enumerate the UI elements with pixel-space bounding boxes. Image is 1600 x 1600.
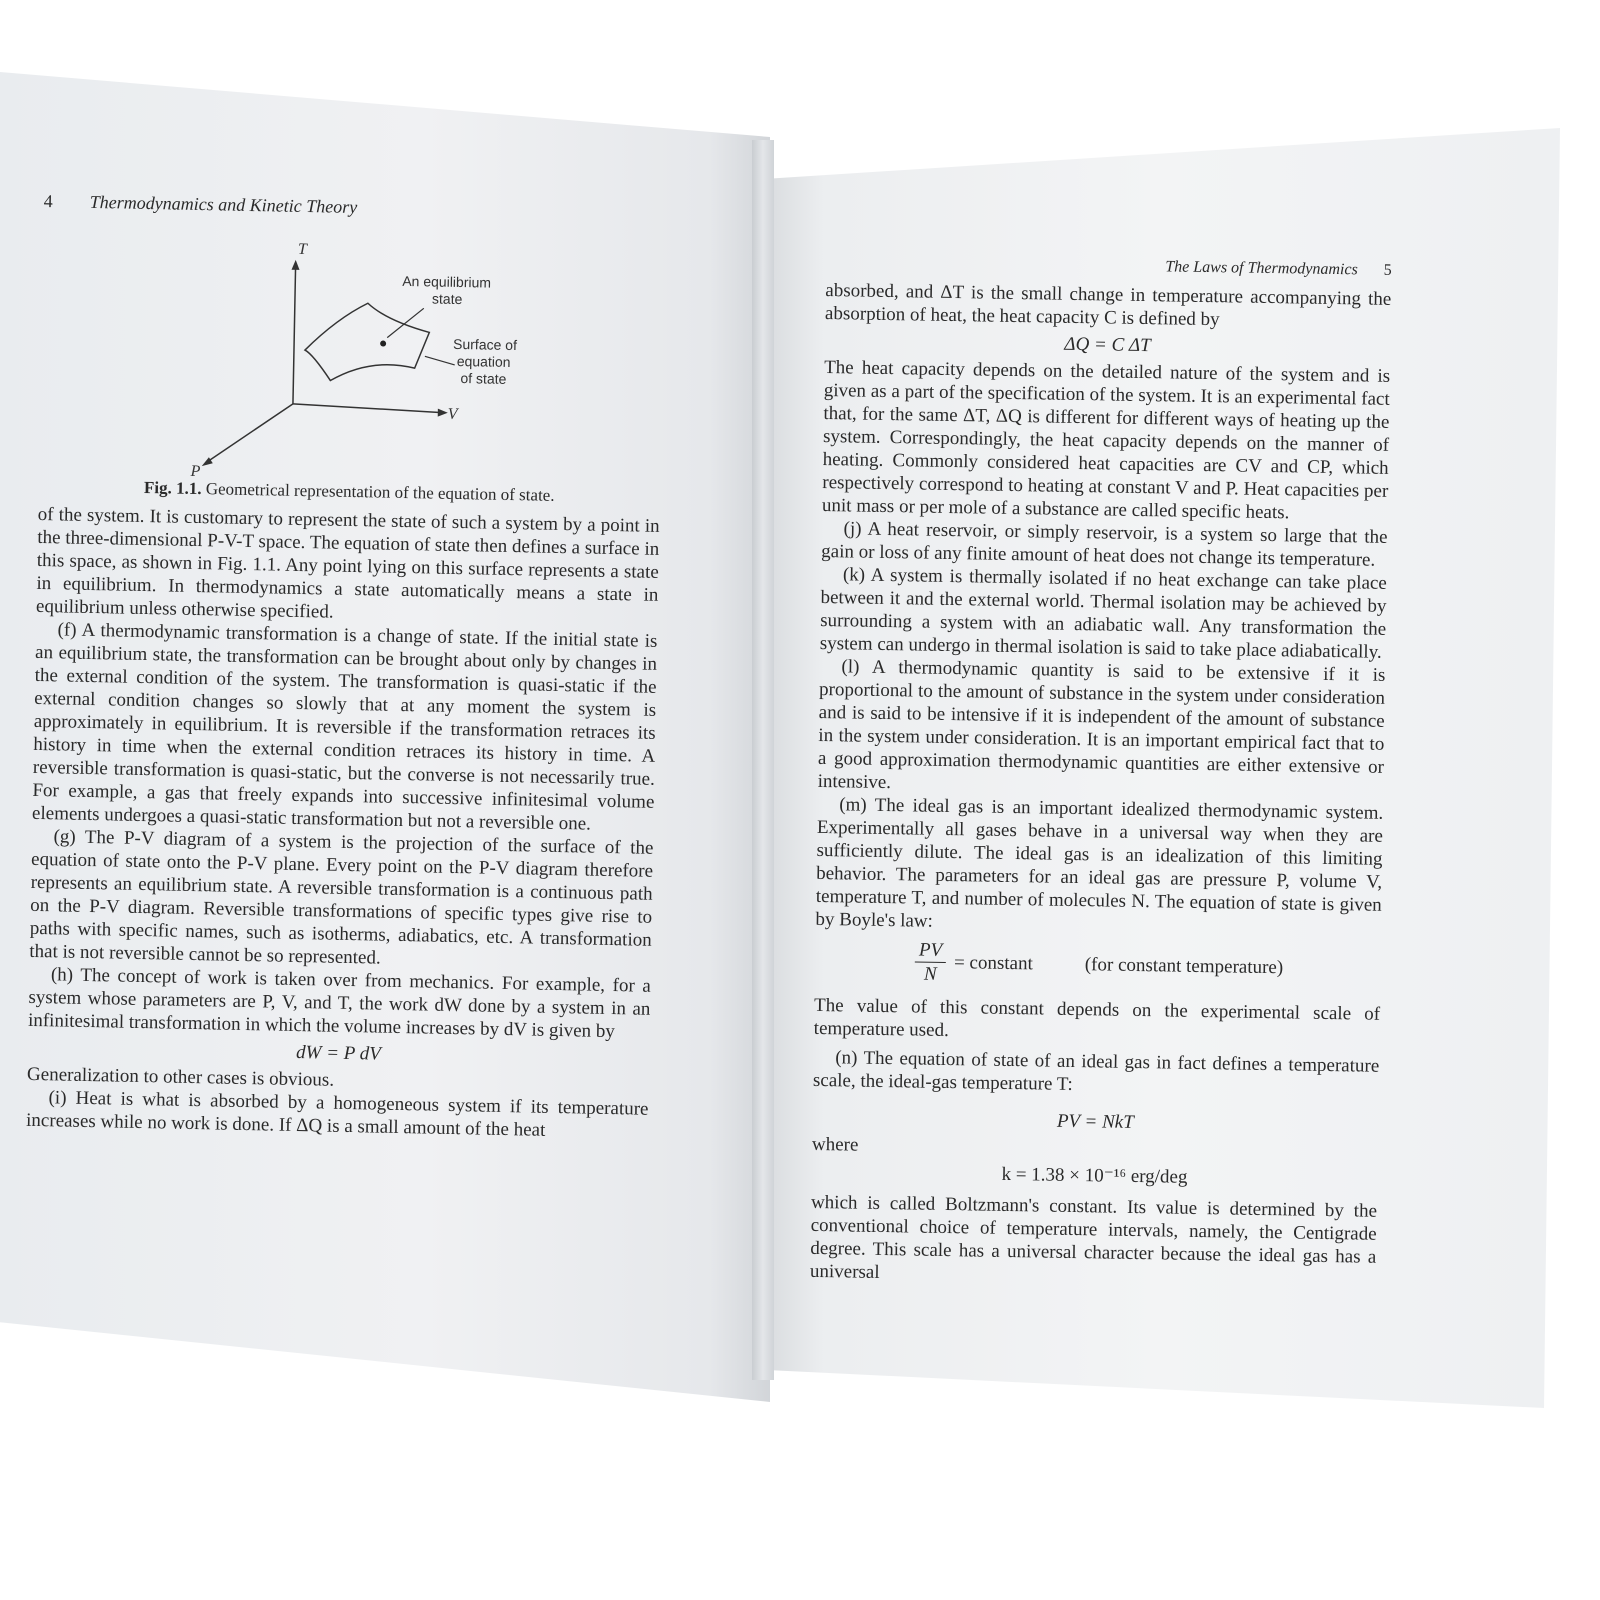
right-paragraph-m: (m) The ideal gas is an important idealized thermodynamic system. Experimentally all gases behave in a universal way when they are sufficiently dilute. The ideal gas is an idealization of this limiting behavior. The parameters for an ideal gas are pressure P, volume V, temperature T, and number of molecules N. The equation of state is given by Boyle's law:: [815, 794, 1384, 932]
right-paragraph-absorbed: absorbed, and ΔT is the small change in temperature accompanying the absorption of heat, the heat capacity C is defined by: [824, 279, 1392, 331]
v-axis: [293, 404, 442, 413]
left-paragraph-g: (g) The P-V diagram of a system is the projection of the surface of the equation of state onto the P-V plane. Every point on the P-V diagram therefore represents an equilibrium state. A reversible transformation is a continuous path on the P-V diagram. Reversible transformations of specific types give rise to paths with specific names, such as isotherms, adiabatics, etc. A transformation that is not reversible cannot be so represented.: [29, 826, 654, 969]
left-paragraph-f: (f) A thermodynamic transformation is a change of state. If the initial state is an equilibrium state, the transformation can be brought about only by changes in the external condition of the system. The transformation is quasi-static if the external condition changes so slowly that at any moment the system is approximately in equilibrium. It is reversible if the transformation retraces its history in time when the external condition retraces its history in time. A reversible transformation is quasi-static, but the converse is not necessarily true. For example, a gas that freely expands into successive infinitesimal volume elements undergoes a quasi-static transformation but not a reversible one.: [31, 619, 658, 835]
equilibrium-point: [380, 340, 386, 346]
left-page-text: [26, 190, 666, 1144]
boyle-fraction: [914, 938, 946, 985]
right-head-title: The Laws of Thermodynamics: [1165, 258, 1358, 279]
label-surface-3: of state: [460, 370, 507, 387]
caption-text: Geometrical representation of the equation of state.: [205, 479, 555, 505]
left-paragraph-intro: of the system. It is customary to represent the state of such a system by a point in the three-dimensional P-V-T space. The equation of state then defines a surface in this space, as shown in Fig. 1.1. Any point lying on this surface represents a state in equilibrium. In thermodynamics a state automatically means a state in equilibrium unless otherwise specified.: [35, 503, 660, 623]
point-leader: [387, 308, 424, 339]
pvt-diagram: [39, 219, 666, 486]
label-equilibrium-1: An equilibrium: [402, 272, 492, 291]
equation-surface: [304, 302, 429, 382]
figure-1-1: [39, 219, 666, 486]
left-paragraph-i: (i) Heat is what is absorbed by a homogeneous system if its temperature increases while no work is done. If ΔQ is a small amount of the heat: [25, 1087, 649, 1141]
label-equilibrium-2: state: [431, 290, 463, 308]
equation-heat-capacity: ΔQ = C ΔT: [1064, 333, 1151, 357]
t-axis-arrow: [292, 260, 300, 270]
t-axis: [293, 266, 296, 404]
boyle-rhs: = constant: [953, 952, 1033, 975]
right-paragraph-k: (k) A system is thermally isolated if no heat exchange can take place between it and the external world. Thermal isolation may be achieved by surrounding a system with an adiabatic wall. Any transformation the system can undergo in thermal isolation is said to take place adiabatically.: [819, 564, 1387, 663]
right-page-text: [810, 250, 1392, 1292]
equation-boltzmann: k = 1.38 × 10⁻¹⁶ erg/deg: [1001, 1163, 1188, 1188]
equation-boyle: [914, 938, 1381, 992]
where-label: where: [811, 1133, 859, 1156]
boyle-numerator: PV: [915, 938, 947, 962]
left-paragraph-h: (h) The concept of work is taken over from mechanics. For example, for a system whose parameters are P, V, and T, the work dW done by a system in an infinitesimal transformation in which the volume increases by dV is given by: [27, 964, 652, 1043]
left-head-title: Thermodynamics and Kinetic Theory: [89, 191, 358, 218]
right-paragraph-boltzmann: which is called Boltzmann's constant. Its value is determined by the conventional choice of temperature intervals, namely, the Centigrade degree. This scale has a universal character because the ideal gas has a universal: [809, 1191, 1378, 1283]
equation-ideal-gas: PV = NkT: [1056, 1110, 1134, 1133]
right-paragraph-heat-capacity: The heat capacity depends on the detailed nature of the system and is given as a part of the specification of the system. It is an experimental fact that, for the same ΔT, ΔQ is different for different ways of heating up the system. Correspondingly, the heat capacity depends on the manner of heating. Commonly considered heat capacities are CV and CP, which respectively correspond to heating at constant V and P. Heat capacities per unit mass or per mole of a substance are called specific heats.: [821, 356, 1391, 524]
label-surface-2: equation: [456, 352, 511, 370]
v-axis-arrow: [438, 409, 448, 417]
label-surface-1: Surface of: [452, 335, 518, 354]
left-page-number: 4: [43, 190, 53, 212]
axis-label-p: P: [190, 462, 201, 481]
boyle-denominator: N: [923, 963, 937, 985]
surface-leader: [425, 356, 455, 365]
p-axis: [207, 402, 293, 464]
equation-work: dW = P dV: [295, 1042, 382, 1065]
right-paragraph-constant: The value of this constant depends on the experimental scale of temperature used.: [813, 994, 1381, 1042]
right-paragraph-l: (l) A thermodynamic quantity is said to be extensive if it is proportional to the amount of substance in the system under consideration and is said to be intensive if it is independent of the amount of substance in the system under consideration. It is an important empirical fact that to a good approximation thermodynamic quantities are either extensive or intensive.: [817, 656, 1386, 794]
axis-label-v: V: [447, 405, 458, 423]
caption-number: Fig. 1.1.: [143, 477, 202, 499]
right-page-number: 5: [1383, 261, 1392, 279]
book-gutter: [752, 140, 774, 1380]
right-paragraph-j: (j) A heat reservoir, or simply reservoir, is a system so large that the gain or loss of any finite amount of heat does not change its temperature.: [821, 518, 1388, 571]
left-paragraph-generalization: Generalization to other cases is obvious.: [26, 1063, 335, 1091]
right-paragraph-n: (n) The equation of state of an ideal gas in fact defines a temperature scale, the ideal-gas temperature T:: [812, 1047, 1380, 1095]
axis-label-t: T: [297, 240, 307, 259]
boyle-note: (for constant temperature): [1084, 954, 1284, 979]
